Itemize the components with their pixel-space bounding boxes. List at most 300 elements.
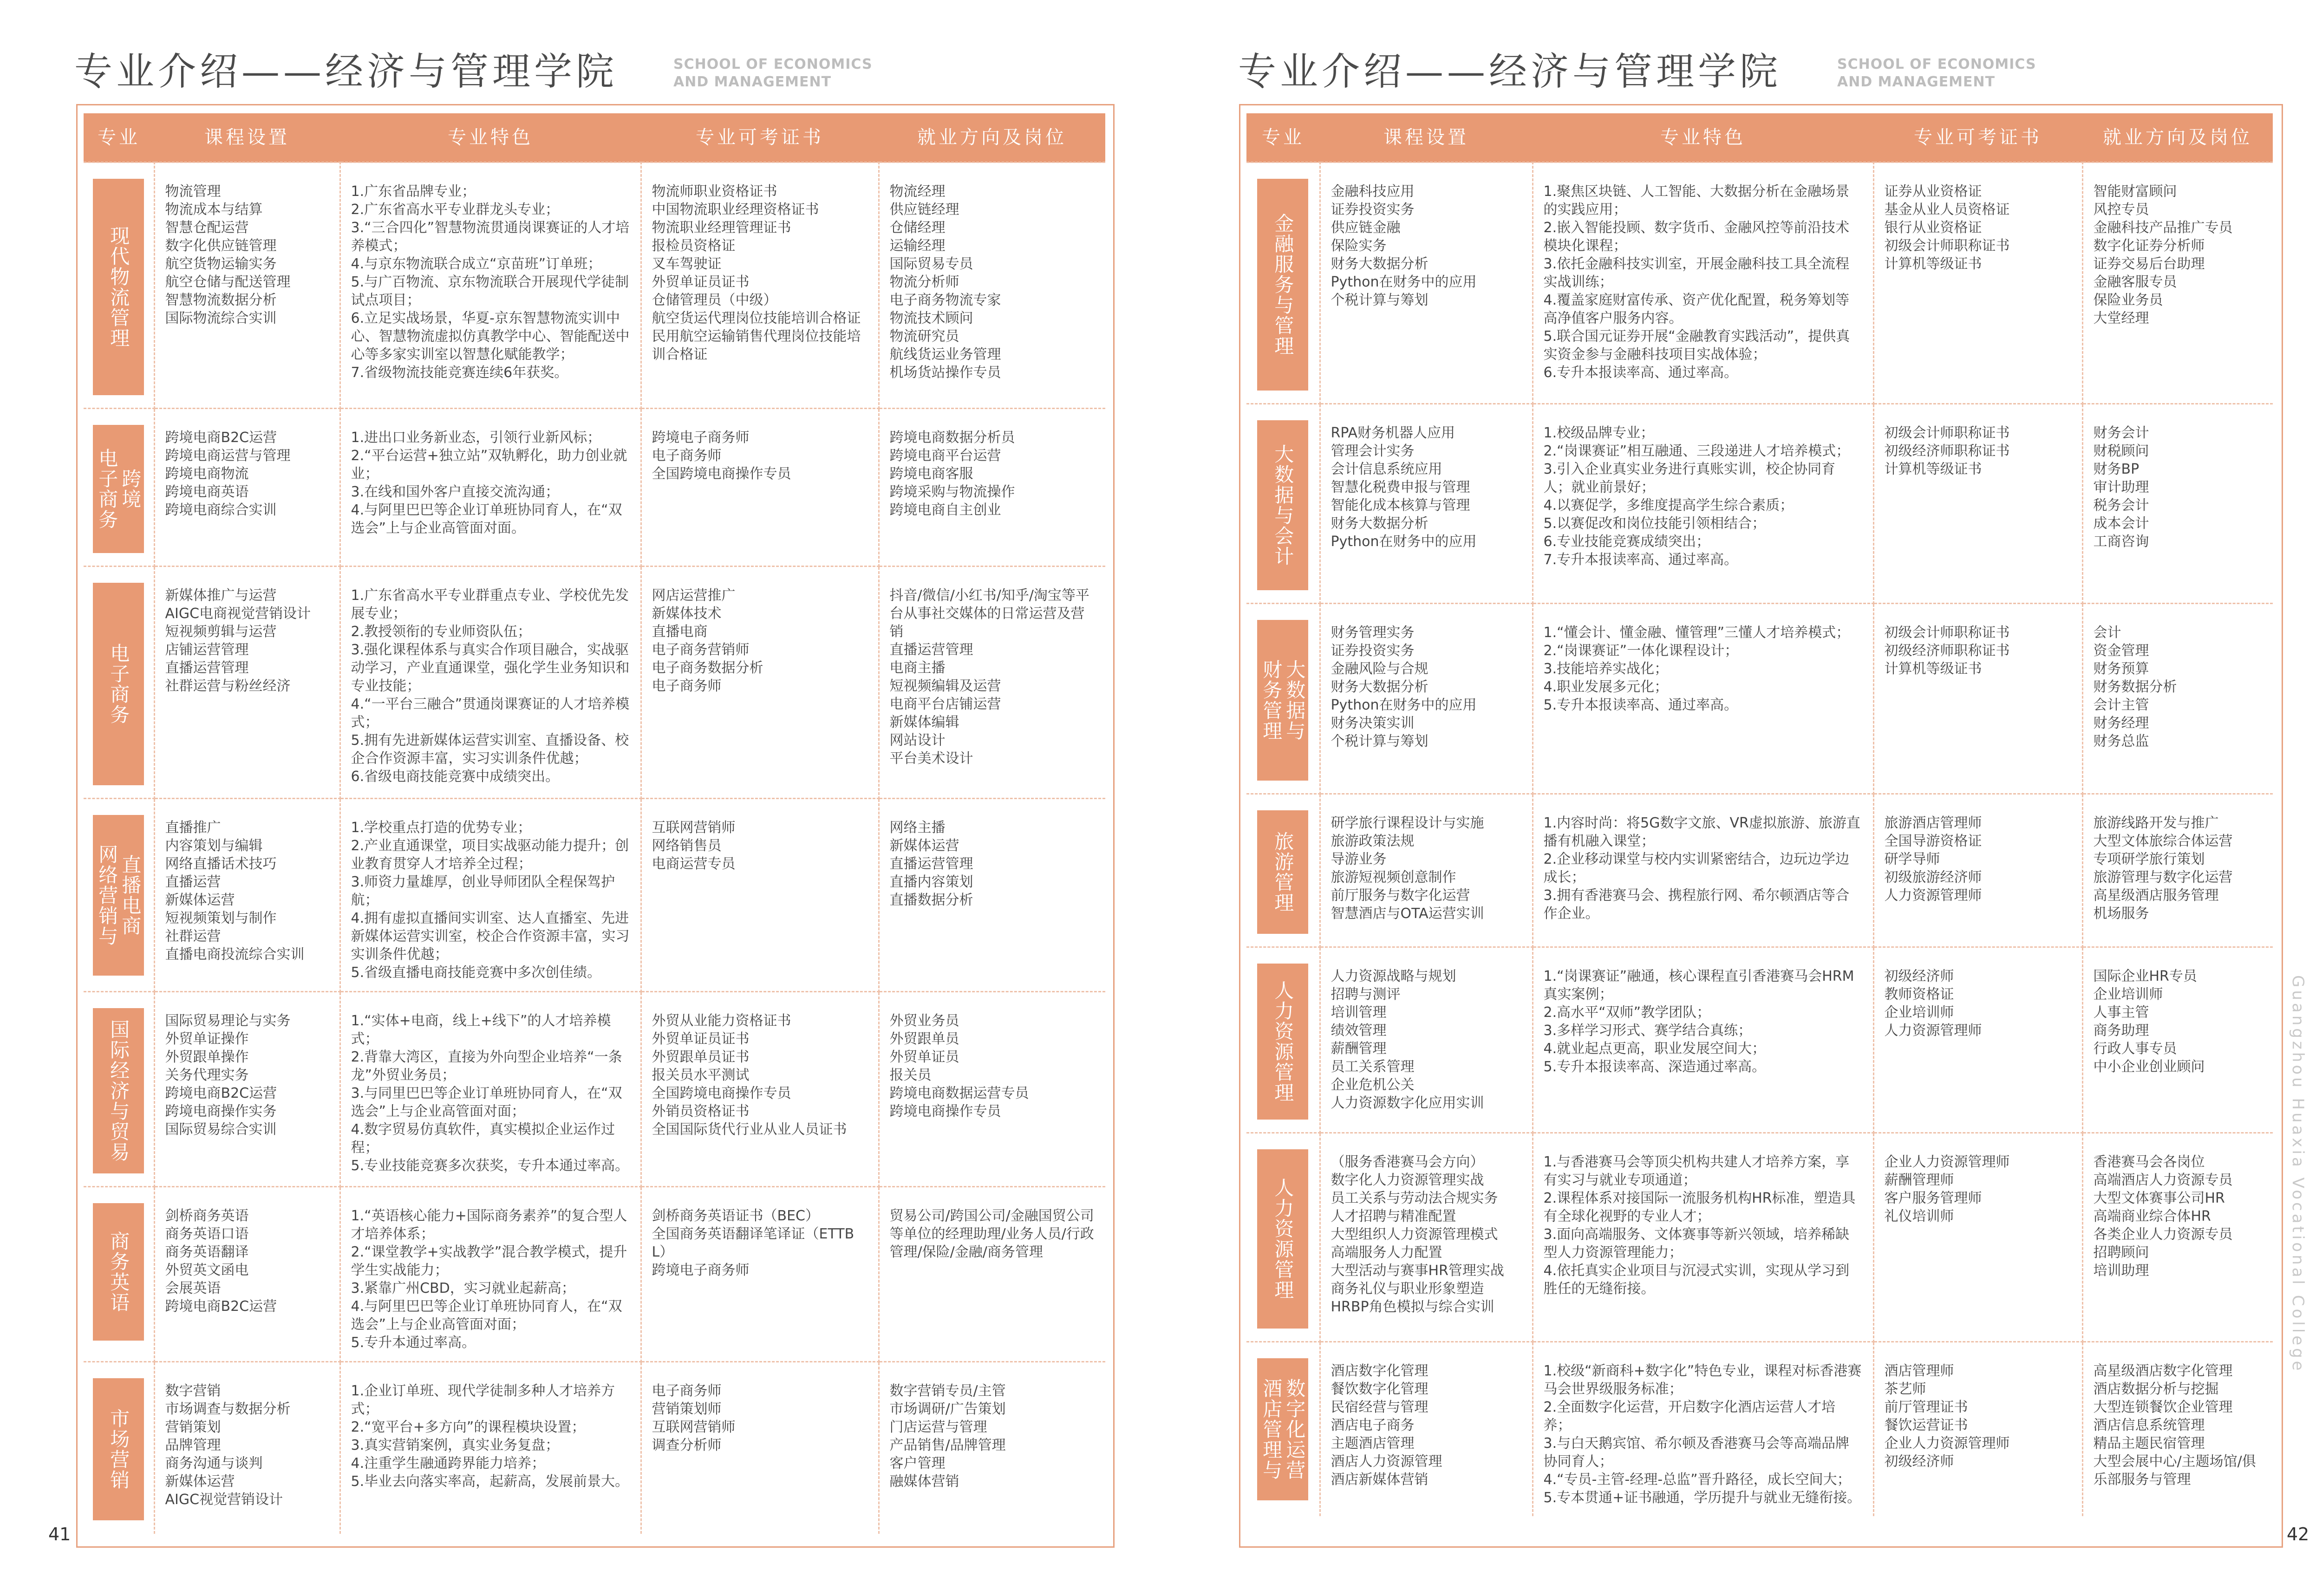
course-item: 新媒体运营 — [165, 892, 235, 908]
certificate-item: 电子商务数据分析 — [652, 660, 763, 676]
major-cell — [1246, 604, 1320, 794]
certificate-item: 客户服务管理师 — [1884, 1190, 1982, 1206]
career-item: 精品主题民宿管理 — [2093, 1435, 2205, 1452]
course-item: 人才招聘与精准配置 — [1331, 1208, 1456, 1225]
course-item: 数字化供应链管理 — [165, 238, 277, 254]
course-item: 个税计算与筹划 — [1331, 292, 1428, 308]
courses-cell — [1320, 1133, 1533, 1342]
career-item: 财务总监 — [2093, 733, 2149, 749]
certificate-item: 电子商务营销师 — [652, 642, 750, 658]
career-item: 贸易公司/跨国公司/金融国贸公司等单位的经理助理/业务人员/行政管理/保险/金融/商务管理 — [889, 1208, 1094, 1260]
major-name-column: 财务管理 — [1260, 659, 1283, 741]
course-item: Python在财务中的应用 — [1331, 534, 1477, 550]
program-table — [84, 113, 1105, 1534]
certificate-item: 人力资源管理师 — [1884, 887, 1982, 904]
table-row — [1246, 604, 2273, 794]
certificate-item: 教师资格证 — [1884, 986, 1954, 1003]
feature-item: 4.就业起点更高，职业发展空间大； — [1543, 1041, 1766, 1057]
career-item: 机场服务 — [2093, 905, 2149, 922]
career-item: 智能财富顾问 — [2093, 183, 2177, 200]
career-item: 大堂经理 — [2093, 310, 2149, 326]
feature-item: 4.覆盖家庭财富传承、资产优化配置，税务筹划等高净值客户服务内容。 — [1543, 292, 1850, 326]
certificate-item: 仓储管理员（中级） — [652, 292, 777, 308]
course-item: Python在财务中的应用 — [1331, 274, 1477, 290]
course-item: 金融科技应用 — [1331, 183, 1415, 200]
course-item: AIGC视觉营销设计 — [165, 1492, 283, 1508]
major-name-column: 国际经济与贸易 — [107, 1019, 130, 1162]
career-item: 金融科技产品推广专员 — [2093, 220, 2233, 236]
certificates-cell — [641, 799, 879, 992]
course-item: 社群运营与粉丝经济 — [165, 678, 291, 694]
course-item: 高端服务人力配置 — [1331, 1244, 1442, 1261]
col-header-major: 专业 — [84, 113, 154, 163]
career-item: 酒店数据分析与挖掘 — [2093, 1381, 2219, 1397]
col-header-courses: 课程设置 — [154, 113, 340, 163]
certificate-item: 民用航空运输销售代理岗位技能培训合格证 — [652, 328, 861, 363]
page-title-english — [673, 56, 933, 91]
career-item: 电商主播 — [889, 660, 946, 676]
major-name-column: 商务英语 — [107, 1231, 130, 1313]
career-item: 跨境电商自主创业 — [889, 502, 1001, 518]
feature-item: 5.与广百物流、京东物流联合开展现代学徒制试点项目； — [351, 274, 629, 308]
feature-item: 4.与阿里巴巴等企业订单班协同育人，在“双选会”上与企业高管面对面； — [351, 1298, 622, 1333]
certificate-item: 初级经济师职称证书 — [1884, 443, 2010, 459]
certificate-item: 企业人力资源管理师 — [1884, 1154, 2010, 1170]
feature-item: 1.广东省品牌专业； — [351, 183, 476, 200]
career-item: 会计主管 — [2093, 697, 2149, 713]
table-row — [1246, 404, 2273, 604]
feature-item: 2.“平台运营+独立站”双轨孵化，助力创业就业； — [351, 448, 627, 482]
courses-cell — [1320, 1342, 1533, 1517]
page-title: 专业介绍——经济与管理学院 — [1238, 50, 1782, 94]
major-cell — [1246, 947, 1320, 1133]
feature-item: 2.课程体系对接国际一流服务机构HR标准，塑造具有全球化视野的专业人才； — [1543, 1190, 1856, 1225]
major-cell — [1246, 794, 1320, 947]
course-item: 外贸跟单操作 — [165, 1049, 249, 1065]
certificate-item: 全国导游资格证 — [1884, 833, 1982, 849]
major-name — [93, 815, 144, 976]
feature-item: 1.校级“新商科+数字化”特色专业，课程对标香港赛马会世界级服务标准； — [1543, 1363, 1862, 1397]
course-item: 跨境电商B2C运营 — [165, 430, 277, 446]
career-item: 行政人事专员 — [2093, 1041, 2177, 1057]
feature-item: 2.“课堂教学+实战教学”混合教学模式，提升学生实战能力； — [351, 1244, 627, 1278]
career-item: 旅游管理与数字化运营 — [2093, 869, 2233, 886]
major-name-column: 市场营销 — [107, 1408, 130, 1490]
certificate-item: 剑桥商务英语证书（BEC） — [652, 1208, 819, 1224]
career-item: 各类企业人力资源专员 — [2093, 1226, 2233, 1243]
careers-cell — [2082, 404, 2273, 604]
career-item: 直播运营管理 — [889, 856, 973, 872]
career-item: 运输经理 — [889, 238, 946, 254]
feature-item: 1.内容时尚：将5G数字文旅、VR虚拟旅游、旅游直播有机融入课堂； — [1543, 815, 1860, 849]
career-item: 财务经理 — [2093, 715, 2149, 731]
major-name — [1257, 420, 1308, 590]
career-item: 高星级酒店服务管理 — [2093, 887, 2219, 904]
career-item: 酒店信息系统管理 — [2093, 1417, 2205, 1433]
major-name-column: 电子商务 — [96, 448, 119, 530]
career-item: 抖音/微信/小红书/知乎/淘宝等平台从事社交媒体的日常运营及营销 — [889, 587, 1089, 640]
feature-item: 7.专升本报读率高、通过率高。 — [1543, 552, 1738, 568]
certificate-item: 计算机等级证书 — [1884, 256, 1982, 272]
page-number: 41 — [48, 1524, 71, 1544]
feature-item: 3.引入企业真实业务进行真账实训，校企协同育人；就业前景好； — [1543, 461, 1836, 495]
certificate-item: 研学导师 — [1884, 851, 1940, 867]
feature-item: 6.专升本报读率高、通过率高。 — [1543, 365, 1738, 381]
career-item: 物流分析师 — [889, 274, 959, 290]
certificates-cell — [1873, 947, 2082, 1133]
course-item: 航空货物运输实务 — [165, 256, 277, 272]
course-item: 民宿经营与管理 — [1331, 1399, 1428, 1415]
certificate-item: 物流职业经理管理证书 — [652, 220, 791, 236]
course-item: 员工关系管理 — [1331, 1059, 1415, 1075]
career-item: 供应链经理 — [889, 202, 959, 218]
course-item: 旅游政策法规 — [1331, 833, 1415, 849]
feature-item: 4.“专员-主管-经理-总监”晋升路径，成长空间大； — [1543, 1472, 1851, 1488]
career-item: 跨境电商数据运营专员 — [889, 1085, 1029, 1101]
certificate-item: 薪酬管理师 — [1884, 1172, 1954, 1188]
course-item: 会展英语 — [165, 1280, 221, 1296]
courses-cell — [154, 1187, 340, 1362]
feature-item: 5.专本贯通+证书融通，学历提升与就业无缝衔接。 — [1543, 1490, 1861, 1506]
course-item: 商务沟通与谈判 — [165, 1455, 263, 1472]
course-item: 薪酬管理 — [1331, 1041, 1387, 1057]
table-header-row — [1246, 113, 2273, 163]
major-name — [93, 583, 144, 785]
course-item: 酒店人力资源管理 — [1331, 1453, 1442, 1470]
courses-cell — [154, 409, 340, 567]
career-item: 数字营销专员/主管 — [889, 1383, 1006, 1399]
feature-item: 5.专业技能竞赛多次获奖，专升本通过率高。 — [351, 1158, 629, 1174]
career-item: 国际贸易专员 — [889, 256, 973, 272]
major-cell — [84, 1187, 154, 1362]
course-item: 物流管理 — [165, 183, 221, 200]
feature-item: 3.拥有香港赛马会、携程旅行网、希尔顿酒店等合作企业。 — [1543, 887, 1850, 922]
col-header-certificates: 专业可考证书 — [1873, 113, 2082, 163]
certificates-cell — [1873, 604, 2082, 794]
program-table — [1246, 113, 2273, 1516]
career-item: 物流技术顾问 — [889, 310, 973, 326]
table-row — [1246, 1342, 2273, 1517]
col-header-certificates: 专业可考证书 — [641, 113, 879, 163]
major-name — [1257, 964, 1308, 1120]
course-item: 外贸单证操作 — [165, 1031, 249, 1047]
major-cell — [1246, 1342, 1320, 1517]
page-right — [1189, 0, 2322, 1596]
table-header-row — [84, 113, 1105, 163]
certificate-item: 新媒体技术 — [652, 606, 722, 622]
major-cell — [1246, 1133, 1320, 1342]
certificate-item: 初级会计师职称证书 — [1884, 425, 2010, 441]
courses-cell — [154, 163, 340, 409]
course-item: 财务大数据分析 — [1331, 679, 1428, 695]
feature-item: 3.在线和国外客户直接交流沟通； — [351, 484, 560, 500]
features-cell — [340, 799, 641, 992]
careers-cell — [2082, 163, 2273, 404]
feature-item: 1.“实体+电商，线上+线下”的人才培养模式； — [351, 1013, 611, 1047]
major-name — [93, 1008, 144, 1173]
feature-item: 6.专业技能竞赛成绩突出； — [1543, 534, 1710, 550]
careers-cell — [879, 409, 1105, 567]
career-item: 新媒体运营 — [889, 838, 959, 854]
courses-cell — [1320, 404, 1533, 604]
major-cell — [84, 409, 154, 567]
career-item: 外贸业务员 — [889, 1013, 959, 1029]
table-row — [1246, 163, 2273, 404]
certificate-item: 营销策划师 — [652, 1401, 722, 1417]
course-item: 新媒体推广与运营 — [165, 587, 277, 604]
career-item: 电子商务物流专家 — [889, 292, 1001, 308]
certificate-item: 前厅管理证书 — [1884, 1399, 1968, 1415]
major-name-column: 大数据与 — [1283, 659, 1306, 741]
course-item: 国际贸易理论与实务 — [165, 1013, 291, 1029]
course-item: AIGC电商视觉营销设计 — [165, 606, 311, 622]
course-item: 财务管理实务 — [1331, 625, 1415, 641]
career-item: 成本会计 — [2093, 515, 2149, 532]
feature-item: 1.广东省高水平专业群重点专业、学校优先发展专业； — [351, 587, 629, 622]
certificate-item: 全国跨境电商操作专员 — [652, 466, 791, 482]
features-cell — [1533, 1133, 1873, 1342]
feature-item: 3.强化课程体系与真实合作项目融合，实战驱动学习，产业直通课堂，强化学生业务知识和专业技能； — [351, 642, 630, 694]
feature-item: 5.专升本报读率高、通过率高。 — [1543, 697, 1738, 713]
feature-item: 4.数字贸易仿真软件，真实模拟企业运作过程； — [351, 1121, 615, 1156]
certificate-item: 电子商务师 — [652, 448, 722, 464]
career-item: 财务会计 — [2093, 425, 2149, 441]
course-item: 人力资源战略与规划 — [1331, 968, 1456, 984]
career-item: 大型文体赛事公司HR — [2093, 1190, 2225, 1206]
feature-item: 1.“岗课赛证”融通，核心课程直引香港赛马会HRM真实案例； — [1543, 968, 1854, 1003]
course-item: 物流成本与结算 — [165, 202, 263, 218]
courses-cell — [1320, 604, 1533, 794]
course-item: 数字化人力资源管理实战 — [1331, 1172, 1484, 1188]
feature-item: 1.与香港赛马会等顶尖机构共建人才培养方案，享有实习与就业专项通道； — [1543, 1154, 1850, 1188]
table-row — [84, 1187, 1105, 1362]
certificate-item: 外销员资格证书 — [652, 1103, 750, 1120]
career-item: 跨境电商平台运营 — [889, 448, 1001, 464]
career-item: 跨境电商数据分析员 — [889, 430, 1015, 446]
career-item: 新媒体编辑 — [889, 714, 959, 730]
course-item: 智慧化税费申报与管理 — [1331, 479, 1470, 495]
feature-item: 2.“岗课赛证”相互融通、三段递进人才培养模式； — [1543, 443, 1850, 459]
career-item: 风控专员 — [2093, 202, 2149, 218]
certificate-item: 酒店管理师 — [1884, 1363, 1954, 1379]
table-row — [84, 409, 1105, 567]
major-name-column: 旅游管理 — [1272, 831, 1295, 913]
table-row — [1246, 947, 2273, 1133]
feature-item: 5.专升本通过率高。 — [351, 1335, 476, 1351]
certificate-item: 初级会计师职称证书 — [1884, 238, 2010, 254]
certificate-item: 计算机等级证书 — [1884, 661, 1982, 677]
course-item: 店铺运营管理 — [165, 642, 249, 658]
careers-cell — [879, 992, 1105, 1187]
major-name — [1257, 179, 1308, 391]
course-item: 绩效管理 — [1331, 1023, 1387, 1039]
course-item: 证券投资实务 — [1331, 202, 1415, 218]
career-item: 直播内容策划 — [889, 874, 973, 890]
career-item: 税务会计 — [2093, 497, 2149, 514]
career-item: 物流经理 — [889, 183, 946, 200]
career-item: 外贸跟单员 — [889, 1031, 959, 1047]
certificate-item: 电子商务师 — [652, 1383, 722, 1399]
course-item: 保险实务 — [1331, 238, 1387, 254]
col-header-careers: 就业方向及岗位 — [879, 113, 1105, 163]
course-item: 品牌管理 — [165, 1437, 221, 1453]
course-item: （服务香港赛马会方向） — [1331, 1154, 1484, 1170]
course-item: 新媒体运营 — [165, 1473, 235, 1490]
table-row — [84, 163, 1105, 409]
career-item: 直播运营管理 — [889, 642, 973, 658]
certificate-item: 计算机等级证书 — [1884, 461, 1982, 477]
careers-cell — [879, 163, 1105, 409]
col-header-features: 专业特色 — [1533, 113, 1873, 163]
feature-item: 6.省级电商技能竞赛中成绩突出。 — [351, 769, 560, 785]
course-item: 跨境电商B2C运营 — [165, 1085, 277, 1101]
courses-cell — [1320, 947, 1533, 1133]
feature-item: 4.与京东物流联合成立“京苗班”订单班； — [351, 256, 602, 272]
feature-item: 3.面向高端服务、文体赛事等新兴领域，培养稀缺型人力资源管理能力； — [1543, 1226, 1850, 1261]
page-title: 专业介绍——经济与管理学院 — [74, 50, 618, 94]
course-item: 个税计算与筹划 — [1331, 733, 1428, 749]
certificate-item: 基金从业人员资格证 — [1884, 202, 2010, 218]
career-item: 物流研究员 — [889, 328, 959, 345]
career-item: 网络主播 — [889, 820, 946, 836]
certificate-item: 电子商务师 — [652, 678, 722, 694]
feature-item: 5.联合国元证券开展“金融教育实践活动”，提供真实资金参与金融科技项目实战体验； — [1543, 328, 1850, 363]
certificate-item: 报检员资格证 — [652, 238, 736, 254]
course-item: 导游业务 — [1331, 851, 1387, 867]
certificate-item: 航空货运代理岗位技能培训合格证 — [652, 310, 861, 326]
feature-item: 3.与同里巴巴等企业订单班协同育人，在“双选会”上与企业高管面对面； — [351, 1085, 622, 1120]
career-item: 财务预算 — [2093, 661, 2149, 677]
course-item: 招聘与测评 — [1331, 986, 1401, 1003]
col-header-careers: 就业方向及岗位 — [2082, 113, 2273, 163]
certificate-item: 外贸单证员证书 — [652, 1031, 750, 1047]
career-item: 高端酒店人力资源专员 — [2093, 1172, 2233, 1188]
major-name — [93, 179, 144, 395]
major-name-column: 人力资源管理 — [1272, 1178, 1295, 1300]
feature-item: 4.“一平台三融合”贯通岗课赛证的人才培养模式； — [351, 696, 630, 730]
col-header-major: 专业 — [1246, 113, 1320, 163]
careers-cell — [879, 567, 1105, 799]
course-item: 企业危机公关 — [1331, 1077, 1415, 1093]
certificate-item: 企业培训师 — [1884, 1004, 1954, 1021]
col-header-features: 专业特色 — [340, 113, 641, 163]
course-item: Python在财务中的应用 — [1331, 697, 1477, 713]
feature-item: 3.师资力量雄厚，创业导师团队全程保驾护航； — [351, 874, 615, 908]
features-cell — [340, 409, 641, 567]
course-item: 跨境电商操作实务 — [165, 1103, 277, 1120]
feature-item: 2.“宽平台+多方向”的课程模块设置； — [351, 1419, 586, 1435]
certificate-item: 外贸跟单员证书 — [652, 1049, 750, 1065]
feature-item: 1.校级品牌专业； — [1543, 425, 1655, 441]
certificates-cell — [1873, 1133, 2082, 1342]
career-item: 金融客服专员 — [2093, 274, 2177, 290]
features-cell — [1533, 163, 1873, 404]
feature-item: 3.与白天鹅宾馆、希尔顿及香港赛马会等高端品牌协同育人； — [1543, 1435, 1850, 1470]
course-item: 航空仓储与配送管理 — [165, 274, 291, 290]
course-item: 内容策划与编辑 — [165, 838, 263, 854]
feature-item: 1.企业订单班、现代学徒制多种人才培养方式； — [351, 1383, 615, 1417]
career-item: 财税顾问 — [2093, 443, 2149, 459]
careers-cell — [879, 1362, 1105, 1534]
certificate-item: 直播电商 — [652, 624, 708, 640]
major-cell — [1246, 163, 1320, 404]
major-name — [93, 1203, 144, 1341]
career-item: 高星级酒店数字化管理 — [2093, 1363, 2233, 1379]
certificate-item: 餐饮运营证书 — [1884, 1417, 1968, 1433]
feature-item: 4.拥有虚拟直播间实训室、达人直播室、先进新媒体运营实训室，校企合作资源丰富，实习实训条件优越； — [351, 910, 630, 963]
major-cell — [84, 567, 154, 799]
course-item: 直播推广 — [165, 820, 221, 836]
course-item: 商务英语翻译 — [165, 1244, 249, 1260]
course-item: 市场调查与数据分析 — [165, 1401, 291, 1417]
course-item: 智慧物流数据分析 — [165, 292, 277, 308]
page-title-english — [1837, 56, 2097, 91]
career-item: 门店运营与管理 — [889, 1419, 987, 1435]
course-item: 大型活动与赛事HR管理实战 — [1331, 1263, 1504, 1279]
course-item: 剑桥商务英语 — [165, 1208, 249, 1224]
course-item: 外贸英文函电 — [165, 1262, 249, 1278]
course-item: 财务大数据分析 — [1331, 515, 1428, 532]
career-item: 数字化证券分析师 — [2093, 238, 2205, 254]
certificate-item: 叉车驾驶证 — [652, 256, 722, 272]
course-item: 直播电商投流综合实训 — [165, 946, 305, 963]
course-item: 智能化成本核算与管理 — [1331, 497, 1470, 514]
feature-item: 2.背靠大湾区，直接为外向型企业培养“一条龙”外贸业务员； — [351, 1049, 622, 1083]
certificate-item: 证券从业资格证 — [1884, 183, 1982, 200]
course-item: 会计信息系统应用 — [1331, 461, 1442, 477]
certificate-item: 初级经济师 — [1884, 968, 1954, 984]
career-item: 跨境采购与物流操作 — [889, 484, 1015, 500]
major-cell — [84, 1362, 154, 1534]
course-item: 短视频剪辑与运营 — [165, 624, 277, 640]
course-item: HRBP角色模拟与综合实训 — [1331, 1299, 1494, 1315]
major-name — [1257, 810, 1308, 934]
courses-cell — [1320, 794, 1533, 947]
feature-item: 1.进出口业务新业态，引领行业新风标； — [351, 430, 601, 446]
certificates-cell — [641, 409, 879, 567]
course-item: 供应链金融 — [1331, 220, 1401, 236]
certificate-item: 互联网营销师 — [652, 1419, 736, 1435]
feature-item: 3.多样学习形式、赛学结合真练； — [1543, 1023, 1752, 1039]
certificate-item: 中国物流职业经理资格证书 — [652, 202, 819, 218]
certificates-cell — [1873, 1342, 2082, 1517]
certificate-item: 跨境电子商务师 — [652, 1262, 750, 1278]
table-row — [1246, 794, 2273, 947]
features-cell — [340, 163, 641, 409]
course-item: 餐饮数字化管理 — [1331, 1381, 1428, 1397]
feature-item: 4.注重学生融通跨界能力培养； — [351, 1455, 546, 1472]
certificate-item: 旅游酒店管理师 — [1884, 815, 1982, 831]
certificate-item: 初级经济师职称证书 — [1884, 643, 2010, 659]
careers-cell — [2082, 1133, 2273, 1342]
career-item: 会计 — [2093, 625, 2121, 641]
courses-cell — [154, 799, 340, 992]
course-item: 旅游短视频创意制作 — [1331, 869, 1456, 886]
course-item: 直播运营管理 — [165, 660, 249, 676]
major-name — [1257, 620, 1308, 781]
title-en-line: AND MANAGEMENT — [1837, 74, 1996, 90]
feature-item: 2.全面数字化运营，开启数字化酒店运营人才培养； — [1543, 1399, 1836, 1433]
course-item: 社群运营 — [165, 928, 221, 945]
course-item: 大型组织人力资源管理模式 — [1331, 1226, 1498, 1243]
certificate-item: 银行从业资格证 — [1884, 220, 1982, 236]
career-item: 高端商业综合体HR — [2093, 1208, 2211, 1225]
course-item: 智慧酒店与OTA运营实训 — [1331, 905, 1484, 922]
certificate-item: 网店运营推广 — [652, 587, 736, 604]
feature-item: 6.立足实战场景，华夏-京东智慧物流实训中心、智慧物流虚拟仿真教学中心、智能配送中心等多家实训室以智慧化赋能教学； — [351, 310, 630, 363]
career-item: 航线货运业务管理 — [889, 346, 1001, 363]
course-item: 酒店新媒体营销 — [1331, 1472, 1428, 1488]
